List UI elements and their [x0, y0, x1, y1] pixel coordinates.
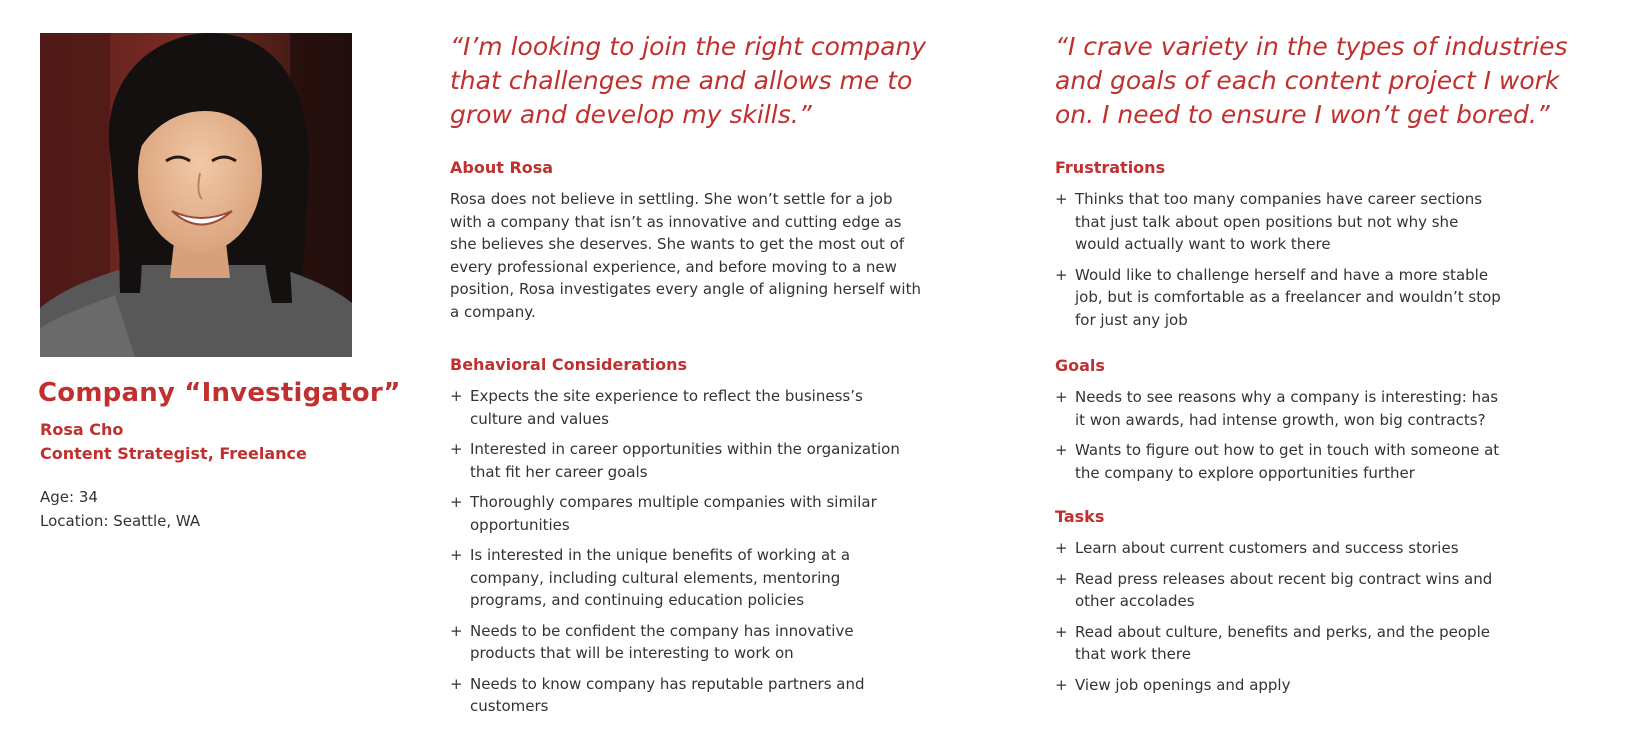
list-item-line: Needs to be confident the company has innovative	[470, 621, 854, 640]
persona-age: Age: 34	[40, 488, 98, 506]
plus-bullet-icon: +	[1055, 265, 1068, 284]
list-item-line: that fit her career goals	[470, 462, 648, 481]
persona-job-title: Content Strategist, Freelance	[40, 444, 307, 463]
list-item	[1055, 674, 1492, 697]
list-item	[1055, 386, 1499, 431]
tasks-list	[1055, 537, 1492, 704]
about-line: a company.	[450, 302, 536, 321]
plus-bullet-icon: +	[1055, 190, 1068, 208]
quote-right-line: “I crave variety in the types of industries	[1055, 32, 1568, 61]
list-item-line: customers	[470, 697, 549, 715]
plus-bullet-icon: +	[1055, 622, 1068, 641]
behavioral-list	[450, 385, 900, 726]
list-item	[1055, 188, 1501, 256]
quote-right-line: on. I need to ensure I won’t get bored.”	[1055, 100, 1550, 129]
plus-bullet-icon: +	[450, 493, 463, 511]
quote-right-line: and goals of each content project I work	[1055, 66, 1560, 95]
list-item-line: company, including cultural elements, mentoring	[470, 568, 841, 587]
plus-bullet-icon: +	[1055, 539, 1068, 557]
list-item-line: Thinks that too many companies have career sections	[1075, 190, 1483, 208]
list-item-line: it won awards, had intense growth, won big contracts?	[1075, 410, 1486, 429]
about-line: every professional experience, and before moving to a new	[450, 257, 897, 276]
persona-name: Rosa Cho	[40, 420, 124, 439]
list-item	[450, 385, 900, 430]
list-item-line: opportunities	[470, 515, 570, 534]
list-item-line: Would like to challenge herself and have a more stable	[1075, 265, 1489, 284]
plus-bullet-icon: +	[450, 387, 463, 405]
portrait-photo	[40, 33, 352, 357]
list-item	[450, 438, 900, 483]
quote-left	[450, 30, 926, 132]
plus-bullet-icon: +	[450, 546, 463, 564]
plus-bullet-icon: +	[450, 621, 463, 640]
list-item-line: that work there	[1075, 645, 1191, 663]
goals-list	[1055, 386, 1499, 492]
list-item-line: products that will be interesting to work on	[470, 644, 794, 662]
list-item-line: programs, and continuing education policies	[470, 591, 805, 609]
plus-bullet-icon: +	[1055, 441, 1068, 459]
tasks-heading: Tasks	[1055, 507, 1105, 526]
quote-left-line: that challenges me and allows me to	[450, 66, 913, 95]
list-item-line: Needs to know company has reputable partners and	[470, 674, 865, 693]
list-item	[450, 620, 900, 665]
list-item-line: Thoroughly compares multiple companies with similar	[470, 493, 877, 511]
list-item	[1055, 568, 1492, 613]
list-item-line: job, but is comfortable as a freelancer and wouldn’t stop	[1075, 288, 1501, 306]
list-item-line: Expects the site experience to reflect the business’s	[470, 387, 863, 405]
plus-bullet-icon: +	[1055, 569, 1068, 588]
list-item	[1055, 621, 1492, 666]
persona-location: Location: Seattle, WA	[40, 512, 201, 530]
plus-bullet-icon: +	[1055, 388, 1068, 406]
list-item-line: View job openings and apply	[1075, 675, 1291, 694]
about-paragraph	[450, 188, 921, 323]
list-item-line: culture and values	[470, 409, 609, 428]
list-item-line: would actually want to work there	[1075, 235, 1331, 253]
plus-bullet-icon: +	[450, 440, 463, 458]
persona-role-title: Company “Investigator”	[38, 378, 401, 408]
about-line: position, Rosa investigates every angle of aligning herself with	[450, 280, 921, 298]
list-item-line: that just talk about open positions but not why she	[1075, 212, 1459, 231]
about-heading: About Rosa	[450, 158, 554, 177]
behavioral-heading: Behavioral Considerations	[450, 355, 688, 374]
list-item-line: Read press releases about recent big contract wins and	[1075, 569, 1493, 588]
plus-bullet-icon: +	[450, 674, 463, 693]
list-item-line: Wants to figure out how to get in touch with someone at	[1075, 441, 1500, 459]
about-line: she believes she deserves. She wants to get the most out of	[450, 235, 905, 253]
list-item-line: Needs to see reasons why a company is interesting: has	[1075, 388, 1499, 406]
list-item	[1055, 264, 1501, 332]
portrait-illustration	[40, 33, 352, 357]
list-item	[450, 491, 900, 536]
quote-right	[1055, 30, 1568, 132]
about-line: Rosa does not believe in settling. She won’t settle for a job	[450, 190, 893, 208]
list-item	[1055, 439, 1499, 484]
list-item	[450, 673, 900, 718]
goals-heading: Goals	[1055, 356, 1105, 375]
plus-bullet-icon: +	[1055, 675, 1068, 694]
frustrations-heading: Frustrations	[1055, 158, 1166, 177]
list-item	[1055, 537, 1492, 560]
list-item-line: Read about culture, benefits and perks, and the people	[1075, 622, 1490, 641]
list-item-line: the company to explore opportunities further	[1075, 463, 1415, 482]
quote-left-line: grow and develop my skills.”	[450, 100, 812, 129]
list-item-line: Interested in career opportunities within the organization	[470, 440, 900, 458]
list-item-line: for just any job	[1075, 310, 1188, 329]
list-item-line: Learn about current customers and success stories	[1075, 539, 1459, 557]
list-item-line: other accolades	[1075, 592, 1195, 610]
about-line: with a company that isn’t as innovative and cutting edge as	[450, 212, 902, 231]
quote-left-line: “I’m looking to join the right company	[450, 32, 927, 61]
list-item-line: Is interested in the unique benefits of working at a	[470, 546, 851, 564]
list-item	[450, 544, 900, 612]
frustrations-list	[1055, 188, 1501, 339]
